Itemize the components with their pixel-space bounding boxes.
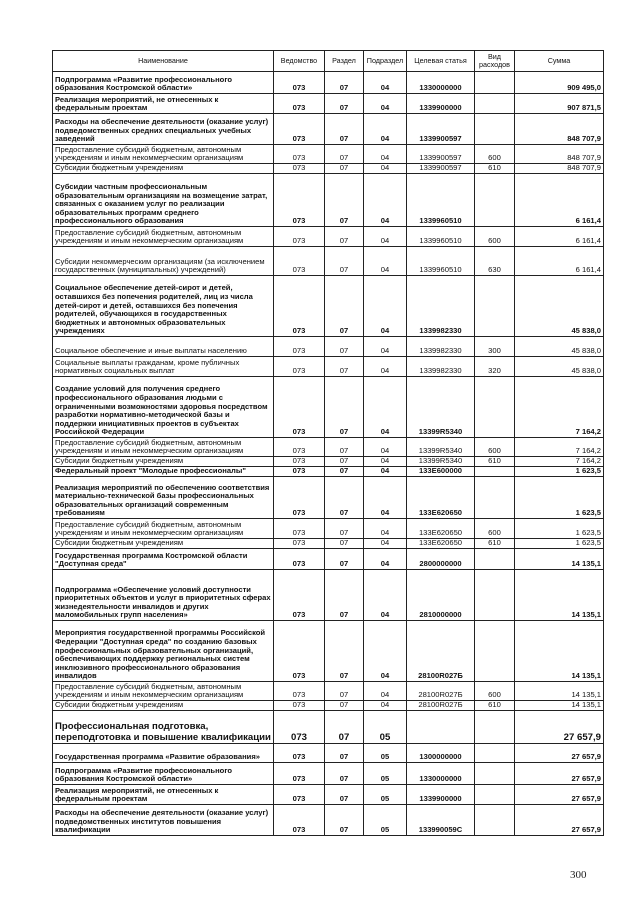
row-razdel: 07 bbox=[325, 377, 364, 438]
row-summa: 909 495,0 bbox=[515, 72, 604, 94]
row-podrazdel: 04 bbox=[364, 164, 407, 174]
row-vid-rashodov bbox=[475, 711, 515, 744]
table-row bbox=[53, 744, 604, 763]
row-celevaya-statya: 13399R5340 bbox=[407, 377, 475, 438]
table-row bbox=[53, 457, 604, 467]
row-vedomstvo: 073 bbox=[274, 570, 325, 621]
row-vid-rashodov: 600 bbox=[475, 519, 515, 539]
row-name: Субсидии бюджетным учреждениям bbox=[53, 539, 274, 549]
row-celevaya-statya: 133E620650 bbox=[407, 477, 475, 519]
row-summa: 14 135,1 bbox=[515, 570, 604, 621]
table-row bbox=[53, 174, 604, 227]
row-razdel: 07 bbox=[325, 570, 364, 621]
row-celevaya-statya: 1339900597 bbox=[407, 145, 475, 164]
row-summa: 45 838,0 bbox=[515, 276, 604, 337]
row-vid-rashodov: 600 bbox=[475, 438, 515, 457]
table-row bbox=[53, 682, 604, 701]
row-razdel: 07 bbox=[325, 337, 364, 357]
row-name: Предоставление субсидий бюджетным, автономным учреждениям и иным некоммерческим организациям bbox=[53, 682, 274, 701]
row-summa: 14 135,1 bbox=[515, 682, 604, 701]
row-vid-rashodov bbox=[475, 477, 515, 519]
table-row bbox=[53, 377, 604, 438]
row-razdel: 07 bbox=[325, 247, 364, 276]
row-summa: 848 707,9 bbox=[515, 145, 604, 164]
table-row bbox=[53, 467, 604, 477]
row-podrazdel: 05 bbox=[364, 744, 407, 763]
row-vid-rashodov bbox=[475, 276, 515, 337]
row-vid-rashodov: 600 bbox=[475, 145, 515, 164]
row-celevaya-statya: 1339982330 bbox=[407, 337, 475, 357]
row-summa: 7 164,2 bbox=[515, 377, 604, 438]
row-razdel: 07 bbox=[325, 467, 364, 477]
row-name: Расходы на обеспечение деятельности (оказание услуг) подведомственных институтов повышения квалификации bbox=[53, 805, 274, 836]
row-name: Предоставление субсидий бюджетным, автономным учреждениям и иным некоммерческим организациям bbox=[53, 519, 274, 539]
row-name: Федеральный проект "Молодые профессионалы" bbox=[53, 467, 274, 477]
row-celevaya-statya: 1339960510 bbox=[407, 174, 475, 227]
row-celevaya-statya: 28100R027Б bbox=[407, 701, 475, 711]
header-vid-rashodov: Вид расходов bbox=[475, 51, 515, 72]
row-razdel: 07 bbox=[325, 477, 364, 519]
row-vedomstvo: 073 bbox=[274, 621, 325, 682]
row-podrazdel: 04 bbox=[364, 701, 407, 711]
table-row bbox=[53, 805, 604, 836]
row-vid-rashodov bbox=[475, 785, 515, 805]
row-celevaya-statya: 1339982330 bbox=[407, 357, 475, 377]
row-vid-rashodov bbox=[475, 114, 515, 145]
row-vid-rashodov bbox=[475, 94, 515, 114]
header-vedomstvo: Ведомство bbox=[274, 51, 325, 72]
row-summa: 1 623,5 bbox=[515, 539, 604, 549]
row-razdel: 07 bbox=[325, 805, 364, 836]
row-summa: 1 623,5 bbox=[515, 519, 604, 539]
header-razdel: Раздел bbox=[325, 51, 364, 72]
row-vid-rashodov: 630 bbox=[475, 247, 515, 276]
row-podrazdel: 05 bbox=[364, 763, 407, 785]
row-summa: 1 623,5 bbox=[515, 477, 604, 519]
budget-table bbox=[52, 50, 604, 836]
table-row bbox=[53, 711, 604, 744]
row-vid-rashodov bbox=[475, 377, 515, 438]
table-row bbox=[53, 785, 604, 805]
row-vid-rashodov: 600 bbox=[475, 682, 515, 701]
row-vid-rashodov: 300 bbox=[475, 337, 515, 357]
row-vid-rashodov bbox=[475, 174, 515, 227]
row-vedomstvo: 073 bbox=[274, 94, 325, 114]
row-vid-rashodov: 610 bbox=[475, 701, 515, 711]
row-vid-rashodov bbox=[475, 621, 515, 682]
row-podrazdel: 04 bbox=[364, 438, 407, 457]
row-celevaya-statya: 2800000000 bbox=[407, 549, 475, 570]
row-podrazdel: 04 bbox=[364, 539, 407, 549]
row-vid-rashodov bbox=[475, 570, 515, 621]
row-podrazdel: 04 bbox=[364, 549, 407, 570]
table-row bbox=[53, 72, 604, 94]
row-podrazdel: 04 bbox=[364, 570, 407, 621]
row-razdel: 07 bbox=[325, 785, 364, 805]
row-podrazdel: 04 bbox=[364, 519, 407, 539]
row-podrazdel: 04 bbox=[364, 227, 407, 247]
table-row bbox=[53, 247, 604, 276]
row-name: Реализация мероприятий, не отнесенных к федеральным проектам bbox=[53, 785, 274, 805]
row-razdel: 07 bbox=[325, 682, 364, 701]
row-summa: 27 657,9 bbox=[515, 711, 604, 744]
row-name: Государственная программа «Развитие образования» bbox=[53, 744, 274, 763]
row-summa: 907 871,5 bbox=[515, 94, 604, 114]
row-razdel: 07 bbox=[325, 763, 364, 785]
row-podrazdel: 04 bbox=[364, 357, 407, 377]
row-name: Социальное обеспечение и иные выплаты населению bbox=[53, 337, 274, 357]
table-row bbox=[53, 227, 604, 247]
table-row bbox=[53, 276, 604, 337]
row-summa: 6 161,4 bbox=[515, 227, 604, 247]
table-body bbox=[53, 72, 604, 836]
row-celevaya-statya: 133E600000 bbox=[407, 467, 475, 477]
row-razdel: 07 bbox=[325, 519, 364, 539]
row-celevaya-statya: 1339900000 bbox=[407, 94, 475, 114]
header-summa: Сумма bbox=[515, 51, 604, 72]
row-name: Предоставление субсидий бюджетным, автономным учреждениям и иным некоммерческим организациям bbox=[53, 438, 274, 457]
row-razdel: 07 bbox=[325, 539, 364, 549]
row-vedomstvo: 073 bbox=[274, 227, 325, 247]
row-celevaya-statya: 13399R5340 bbox=[407, 457, 475, 467]
table-row bbox=[53, 438, 604, 457]
header-podrazdel: Подраздел bbox=[364, 51, 407, 72]
row-vedomstvo: 073 bbox=[274, 457, 325, 467]
row-vedomstvo: 073 bbox=[274, 711, 325, 744]
table-row bbox=[53, 145, 604, 164]
row-vedomstvo: 073 bbox=[274, 276, 325, 337]
row-name: Субсидии частным профессиональным образовательным организациям на возмещение затрат, связанных с оказанием услуг по реализации образовательных программ среднего профессионального образования bbox=[53, 174, 274, 227]
row-name: Предоставление субсидий бюджетным, автономным учреждениям и иным некоммерческим организациям bbox=[53, 227, 274, 247]
row-vedomstvo: 073 bbox=[274, 785, 325, 805]
table-row bbox=[53, 357, 604, 377]
row-vid-rashodov: 610 bbox=[475, 164, 515, 174]
row-vedomstvo: 073 bbox=[274, 467, 325, 477]
row-celevaya-statya: 133990059С bbox=[407, 805, 475, 836]
row-podrazdel: 05 bbox=[364, 785, 407, 805]
row-summa: 6 161,4 bbox=[515, 247, 604, 276]
row-name: Реализация мероприятий, не отнесенных к федеральным проектам bbox=[53, 94, 274, 114]
row-celevaya-statya: 1339900000 bbox=[407, 785, 475, 805]
budget-page bbox=[52, 50, 603, 836]
row-summa: 6 161,4 bbox=[515, 174, 604, 227]
row-vedomstvo: 073 bbox=[274, 539, 325, 549]
row-podrazdel: 04 bbox=[364, 276, 407, 337]
row-razdel: 07 bbox=[325, 357, 364, 377]
row-vedomstvo: 073 bbox=[274, 682, 325, 701]
row-razdel: 07 bbox=[325, 94, 364, 114]
row-celevaya-statya: 1330000000 bbox=[407, 763, 475, 785]
row-summa: 27 657,9 bbox=[515, 805, 604, 836]
row-celevaya-statya: 28100R027Б bbox=[407, 682, 475, 701]
header-name: Наименование bbox=[53, 51, 274, 72]
row-podrazdel: 04 bbox=[364, 174, 407, 227]
row-celevaya-statya: 1300000000 bbox=[407, 744, 475, 763]
table-row bbox=[53, 519, 604, 539]
row-vid-rashodov bbox=[475, 72, 515, 94]
row-vedomstvo: 073 bbox=[274, 337, 325, 357]
row-vedomstvo: 073 bbox=[274, 114, 325, 145]
row-razdel: 07 bbox=[325, 227, 364, 247]
row-name: Создание условий для получения среднего профессионального образования людьми с ограниченными возможностями здоровья посредством разработки нормативно-методической базы и поддержки инициативных проектов в субъектах Российской Федерации bbox=[53, 377, 274, 438]
row-vid-rashodov: 610 bbox=[475, 457, 515, 467]
row-summa: 14 135,1 bbox=[515, 621, 604, 682]
row-podrazdel: 05 bbox=[364, 711, 407, 744]
row-vedomstvo: 073 bbox=[274, 519, 325, 539]
row-vid-rashodov bbox=[475, 467, 515, 477]
row-vid-rashodov bbox=[475, 549, 515, 570]
row-summa: 14 135,1 bbox=[515, 549, 604, 570]
row-podrazdel: 04 bbox=[364, 145, 407, 164]
row-razdel: 07 bbox=[325, 145, 364, 164]
row-celevaya-statya: 1339982330 bbox=[407, 276, 475, 337]
row-vedomstvo: 073 bbox=[274, 377, 325, 438]
row-summa: 14 135,1 bbox=[515, 701, 604, 711]
row-name: Подпрограмма «Развитие профессионального образования Костромской области» bbox=[53, 72, 274, 94]
row-name: Предоставление субсидий бюджетным, автономным учреждениям и иным некоммерческим организациям bbox=[53, 145, 274, 164]
row-podrazdel: 04 bbox=[364, 621, 407, 682]
table-row bbox=[53, 621, 604, 682]
row-name: Субсидии бюджетным учреждениям bbox=[53, 701, 274, 711]
row-podrazdel: 04 bbox=[364, 682, 407, 701]
row-summa: 7 164,2 bbox=[515, 438, 604, 457]
row-name: Субсидии некоммерческим организациям (за исключением государственных (муниципальных) учреждений) bbox=[53, 247, 274, 276]
row-name: Реализация мероприятий по обеспечению соответствия материально-технической базы профессиональных образовательных организаций современным требованиям bbox=[53, 477, 274, 519]
row-vedomstvo: 073 bbox=[274, 357, 325, 377]
row-name: Профессиональная подготовка, переподготовка и повышение квалификации bbox=[53, 711, 274, 744]
row-razdel: 07 bbox=[325, 276, 364, 337]
row-vedomstvo: 073 bbox=[274, 744, 325, 763]
row-razdel: 07 bbox=[325, 174, 364, 227]
table-row bbox=[53, 114, 604, 145]
row-summa: 27 657,9 bbox=[515, 763, 604, 785]
row-vid-rashodov: 610 bbox=[475, 539, 515, 549]
row-vedomstvo: 073 bbox=[274, 549, 325, 570]
row-name: Подпрограмма «Обеспечение условий доступности приоритетных объектов и услуг в приоритетных сферах жизнедеятельности инвалидов и других маломобильных групп населения» bbox=[53, 570, 274, 621]
row-podrazdel: 04 bbox=[364, 457, 407, 467]
row-name: Социальные выплаты гражданам, кроме публичных нормативных социальных выплат bbox=[53, 357, 274, 377]
page-number: 300 bbox=[570, 869, 587, 881]
row-podrazdel: 04 bbox=[364, 467, 407, 477]
row-podrazdel: 04 bbox=[364, 337, 407, 357]
row-summa: 848 707,9 bbox=[515, 114, 604, 145]
row-razdel: 07 bbox=[325, 72, 364, 94]
row-summa: 45 838,0 bbox=[515, 337, 604, 357]
row-vedomstvo: 073 bbox=[274, 477, 325, 519]
row-vid-rashodov bbox=[475, 805, 515, 836]
row-vedomstvo: 073 bbox=[274, 164, 325, 174]
row-razdel: 07 bbox=[325, 621, 364, 682]
row-name: Мероприятия государственной программы Российской Федерации "Доступная среда" по созданию базовых профессиональных образовательных организаций, обеспечивающих поддержку региональных систем инклюзивного профессионального образования инвалидов bbox=[53, 621, 274, 682]
table-row bbox=[53, 549, 604, 570]
row-name: Социальное обеспечение детей-сирот и детей, оставшихся без попечения родителей, лиц из числа детей-сирот и детей, оставшихся без попечения родителей, обучающихся в государственных бюджетных и автономных образовательных учреждениях bbox=[53, 276, 274, 337]
row-name: Расходы на обеспечение деятельности (оказание услуг) подведомственных средних специальных учебных заведений bbox=[53, 114, 274, 145]
row-razdel: 07 bbox=[325, 744, 364, 763]
row-vedomstvo: 073 bbox=[274, 72, 325, 94]
row-celevaya-statya: 1339960510 bbox=[407, 247, 475, 276]
row-vedomstvo: 073 bbox=[274, 145, 325, 164]
row-podrazdel: 04 bbox=[364, 477, 407, 519]
row-celevaya-statya: 1339900597 bbox=[407, 114, 475, 145]
row-celevaya-statya: 1339960510 bbox=[407, 227, 475, 247]
row-vedomstvo: 073 bbox=[274, 174, 325, 227]
row-podrazdel: 04 bbox=[364, 114, 407, 145]
row-vedomstvo: 073 bbox=[274, 763, 325, 785]
row-celevaya-statya: 1330000000 bbox=[407, 72, 475, 94]
row-podrazdel: 04 bbox=[364, 377, 407, 438]
row-razdel: 07 bbox=[325, 711, 364, 744]
row-podrazdel: 04 bbox=[364, 94, 407, 114]
table-row bbox=[53, 539, 604, 549]
row-razdel: 07 bbox=[325, 164, 364, 174]
row-razdel: 07 bbox=[325, 701, 364, 711]
row-celevaya-statya: 133E620650 bbox=[407, 519, 475, 539]
row-celevaya-statya: 1339900597 bbox=[407, 164, 475, 174]
table-row bbox=[53, 763, 604, 785]
row-summa: 7 164,2 bbox=[515, 457, 604, 467]
row-name: Субсидии бюджетным учреждениям bbox=[53, 457, 274, 467]
row-vedomstvo: 073 bbox=[274, 438, 325, 457]
table-row bbox=[53, 477, 604, 519]
row-vid-rashodov bbox=[475, 763, 515, 785]
row-summa: 27 657,9 bbox=[515, 785, 604, 805]
row-name: Субсидии бюджетным учреждениям bbox=[53, 164, 274, 174]
table-row bbox=[53, 164, 604, 174]
row-razdel: 07 bbox=[325, 457, 364, 467]
row-razdel: 07 bbox=[325, 549, 364, 570]
row-vedomstvo: 073 bbox=[274, 805, 325, 836]
row-razdel: 07 bbox=[325, 438, 364, 457]
row-vedomstvo: 073 bbox=[274, 701, 325, 711]
row-summa: 848 707,9 bbox=[515, 164, 604, 174]
row-vid-rashodov bbox=[475, 744, 515, 763]
row-celevaya-statya: 133E620650 bbox=[407, 539, 475, 549]
row-name: Государственная программа Костромской области "Доступная среда" bbox=[53, 549, 274, 570]
table-header-row bbox=[53, 51, 604, 72]
table-row bbox=[53, 337, 604, 357]
row-podrazdel: 05 bbox=[364, 805, 407, 836]
row-podrazdel: 04 bbox=[364, 72, 407, 94]
row-vedomstvo: 073 bbox=[274, 247, 325, 276]
row-summa: 45 838,0 bbox=[515, 357, 604, 377]
row-celevaya-statya bbox=[407, 711, 475, 744]
table-row bbox=[53, 701, 604, 711]
row-summa: 27 657,9 bbox=[515, 744, 604, 763]
row-celevaya-statya: 13399R5340 bbox=[407, 438, 475, 457]
row-podrazdel: 04 bbox=[364, 247, 407, 276]
table-row bbox=[53, 94, 604, 114]
header-celevaya-statya: Целевая статья bbox=[407, 51, 475, 72]
row-razdel: 07 bbox=[325, 114, 364, 145]
row-name: Подпрограмма «Развитие профессионального образования Костромской области» bbox=[53, 763, 274, 785]
row-celevaya-statya: 28100R027Б bbox=[407, 621, 475, 682]
table-row bbox=[53, 570, 604, 621]
row-vid-rashodov: 320 bbox=[475, 357, 515, 377]
row-celevaya-statya: 2810000000 bbox=[407, 570, 475, 621]
row-summa: 1 623,5 bbox=[515, 467, 604, 477]
row-vid-rashodov: 600 bbox=[475, 227, 515, 247]
